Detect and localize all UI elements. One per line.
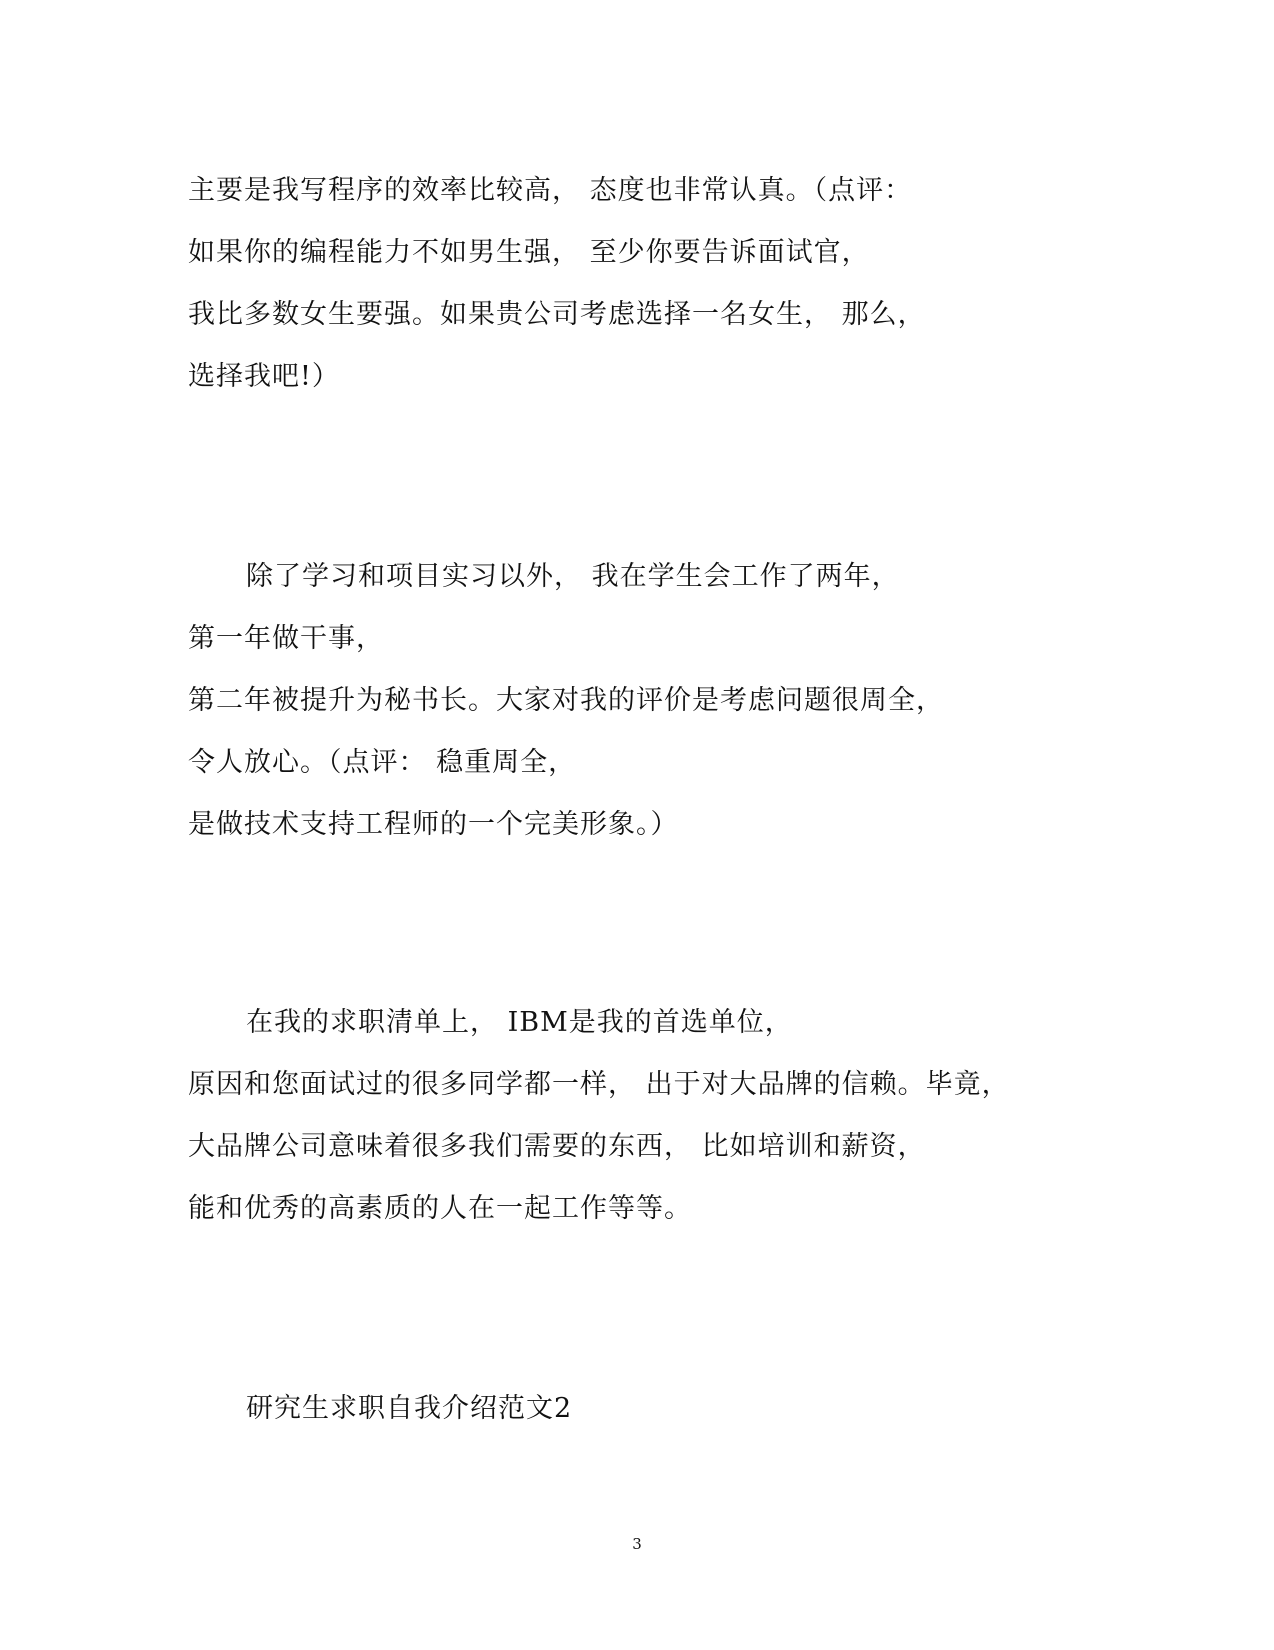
section-heading: 研究生求职自我介绍范文2 xyxy=(246,1393,573,1424)
paragraph-2-line-1: 除了学习和项目实习以外， 我在学生会工作了两年， xyxy=(246,561,900,592)
paragraph-3-line-4: 能和优秀的高素质的人在一起工作等等。 xyxy=(188,1193,692,1224)
paragraph-2-line-2: 第一年做干事， xyxy=(188,623,384,654)
paragraph-3-line-1: 在我的求职清单上， IBM是我的首选单位， xyxy=(246,1007,793,1038)
paragraph-1-line-3: 我比多数女生要强。如果贵公司考虑选择一名女生， 那么， xyxy=(188,299,926,330)
page-number: 3 xyxy=(632,1535,642,1553)
paragraph-2-line-5: 是做技术支持工程师的一个完美形象。） xyxy=(188,809,679,840)
paragraph-2-line-4: 令人放心。（点评： 稳重周全， xyxy=(188,747,577,778)
paragraph-3-line-3: 大品牌公司意味着很多我们需要的东西， 比如培训和薪资， xyxy=(188,1131,926,1162)
paragraph-1-line-1: 主要是我写程序的效率比较高， 态度也非常认真。（点评： xyxy=(188,175,913,206)
paragraph-3-line-2: 原因和您面试过的很多同学都一样， 出于对大品牌的信赖。毕竟， xyxy=(188,1069,1010,1100)
paragraph-1-line-4: 选择我吧!） xyxy=(188,361,340,392)
paragraph-2-line-3: 第二年被提升为秘书长。大家对我的评价是考虑问题很周全， xyxy=(188,685,944,716)
paragraph-1-line-2: 如果你的编程能力不如男生强， 至少你要告诉面试官， xyxy=(188,237,870,268)
